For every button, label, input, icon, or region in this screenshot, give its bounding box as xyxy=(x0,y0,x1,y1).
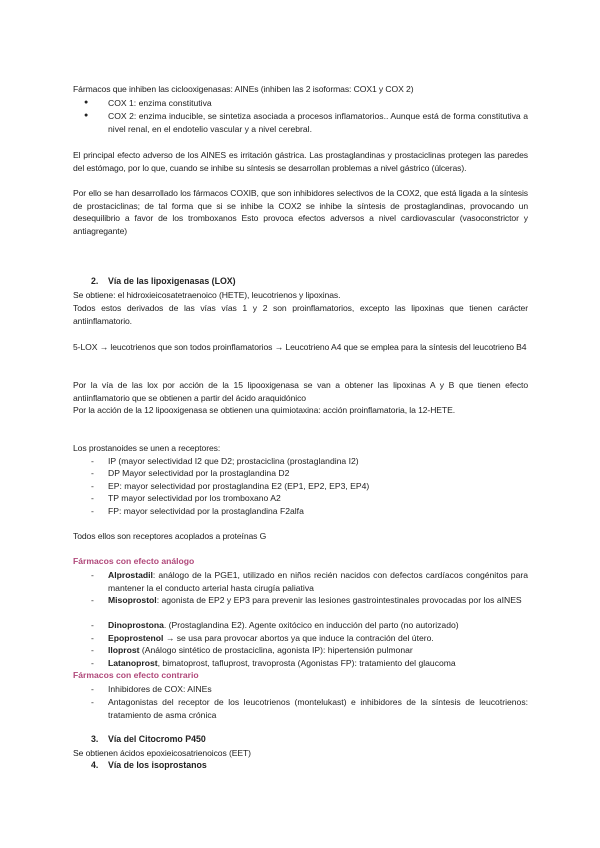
paragraph-adverse-effects: El principal efecto adverso de los AINES es irritación gástrica. Las prostaglandinas y prostaciclinas protegen las paredes del estómago, por lo que, cuando se inhibe su síntesis se desarrollan problemas a nivel gástrico (úlceras). xyxy=(73,150,528,173)
bullet-marker: ● xyxy=(84,112,89,119)
heading-analog-drugs: Fármacos con efecto análogo xyxy=(73,556,195,566)
paragraph-g-protein: Todos ellos son receptores acoplados a proteínas G xyxy=(73,531,267,541)
paragraph-5lox: 5-LOX → leucotrienos que son todos proinflamatorios → Leucotrieno A4 que se emplea para la síntesis del leucotrieno B4 xyxy=(73,342,527,352)
bullet-marker: ● xyxy=(84,99,89,106)
intro-paragraph: Fármacos que inhiben las ciclooxigenasas: AINEs (inhiben las 2 isoformas: COX1 y COX 2) xyxy=(73,84,414,94)
paragraph-proinflammatory: Todos estos derivados de las vías vías 1 y 2 son proinflamatorios, excepto las lipoxinas que tienen carácter antiinflamatorio. xyxy=(73,303,528,326)
paragraph-15lox: Por la vía de las lox por acción de la 15 lipooxigenasa se van a obtener las lipoxinas A y B que tienen efecto antiinflamatorio que se obtienen a partir del ácido araquidónico xyxy=(73,380,528,403)
heading-contrary-drugs: Fármacos con efecto contrario xyxy=(73,670,199,680)
paragraph-coxib: Por ello se han desarrollado los fármacos COXIB, que son inhibidores selectivos de la COX2, que está ligada a la síntesis de prostaciclinas; de tal forma que si se inhibe la COX2 se inhibe la síntesis de prostaglandinas, provocando un desequilibrio a favor de los tromboxanos Esto provoca efectos adversos a nivel cardiovascular (vasoconstrictor y antiagregante) xyxy=(73,188,528,236)
document-page: Fármacos que inhiben las ciclooxigenasas: AINEs (inhiben las 2 isoformas: COX1 y COX 2) ● COX 1: enzima constitutiva ● COX 2: enzima inducible, se sintetiza asociada a procesos inflamatorios.. Aunque está de forma constitutiva a nivel renal, en el endotelio vascular y a nivel cerebral. El principal efecto adverso de los AINES es irritación gástrica. Las prostaglandinas y prostaciclinas protegen las paredes del estómago, por lo que, cuando se inhibe su síntesis se desarrollan problemas a nivel gástrico (úlceras). Por ello se han desarrollado los fármacos COXIB, que son inhibidores selectivos de la COX2, que está ligada a la síntesis de prostaciclinas; de tal forma que si se inhibe la COX2 se inhibe la síntesis de prostaglandinas, provocando un desequilibrio a favor de los tromboxanos Esto provoca efectos adversos a nivel cardiovascular (vasoconstrictor y antiagregante) 2. Vía de las lipoxigenasas (LOX) Se obtiene: el hidroxieicosatetraenoico (HETE), leucotrienos y lipoxinas. Todos estos derivados de las vías vías 1 y 2 son proinflamatorios, excepto las lipoxinas que tienen carácter antiinflamatorio. 5-LOX → leucotrienos que son todos proinflamatorios → Leucotrieno A4 que se emplea para la síntesis del leucotrieno B4 Por la vía de las lox por acción de la 15 lipooxigenasa se van a obtener las lipoxinas A y B que tienen efecto antiinflamatorio que se obtienen a partir del ácido araquidónico Por la acción de la 12 lipooxigenasa se obtienen una quimiotaxina: acción proinflamatoria, la 12-HETE. Los prostanoides se unen a receptores: - IP (mayor selectividad I2 que D2; prostaciclina (prostaglandina I2) - DP Mayor selectividad por la prostaglandina D2 - EP: mayor selectividad por prostaglandina E2 (EP1, EP2, EP3, EP4) - TP mayor selectividad por los tromboxano A2 - FP: mayor selectividad por la prostaglandina F2alfa Todos ellos son receptores acoplados a proteínas G Fármacos con efecto análogo - Alprostadil: análogo de la PGE1, utilizado en niños recién nacidos con defectos cardíacos congénitos para mantener la el conducto arterial hasta cirugía paliativa - Misoprostol: agonista de EP2 y EP3 para prevenir las lesiones gastrointestinales provocadas por los aINES - Dinoprostona. (Prostaglandina E2). Agente oxitócico en inducción del parto (no autorizado) - Epoprostenol → se usa para provocar abortos ya que induce la contración del útero. - Iloprost (Análogo sintético de prostaciclina, agonista IP): hipertensión pulmonar - Latanoprost, bimatoprost, tafluprost, travoprosta (Agonistas FP): tratamiento del glaucoma Fármacos con efecto contrario - Inhibidores de COX: AINEs - Antagonistas del receptor de los leucotrienos (montelukast) e inhibidores de la síntesis de leucotrienos: tratamiento de asma crónica 3. Vía del Citocromo P450 Se obtienen ácidos epoxieicosatrienoicos (EET) 4. Vía de los isoprostanos xyxy=(73,84,528,770)
section-heading-isoprostanes: 4. Vía de los isoprostanos xyxy=(91,760,207,770)
paragraph-lox-products: Se obtiene: el hidroxieicosatetraenoico (HETE), leucotrienos y lipoxinas. xyxy=(73,290,341,300)
paragraph-prostanoids: Los prostanoides se unen a receptores: xyxy=(73,443,221,453)
section-heading-p450: 3. Vía del Citocromo P450 xyxy=(91,734,206,744)
paragraph-eet: Se obtienen ácidos epoxieicosatrienoicos (EET) xyxy=(73,748,251,758)
section-heading-lox: 2. Vía de las lipoxigenasas (LOX) xyxy=(91,276,236,286)
paragraph-12lox: Por la acción de la 12 lipooxigenasa se obtienen una quimiotaxina: acción proinflamatoria, la 12-HETE. xyxy=(73,405,456,415)
